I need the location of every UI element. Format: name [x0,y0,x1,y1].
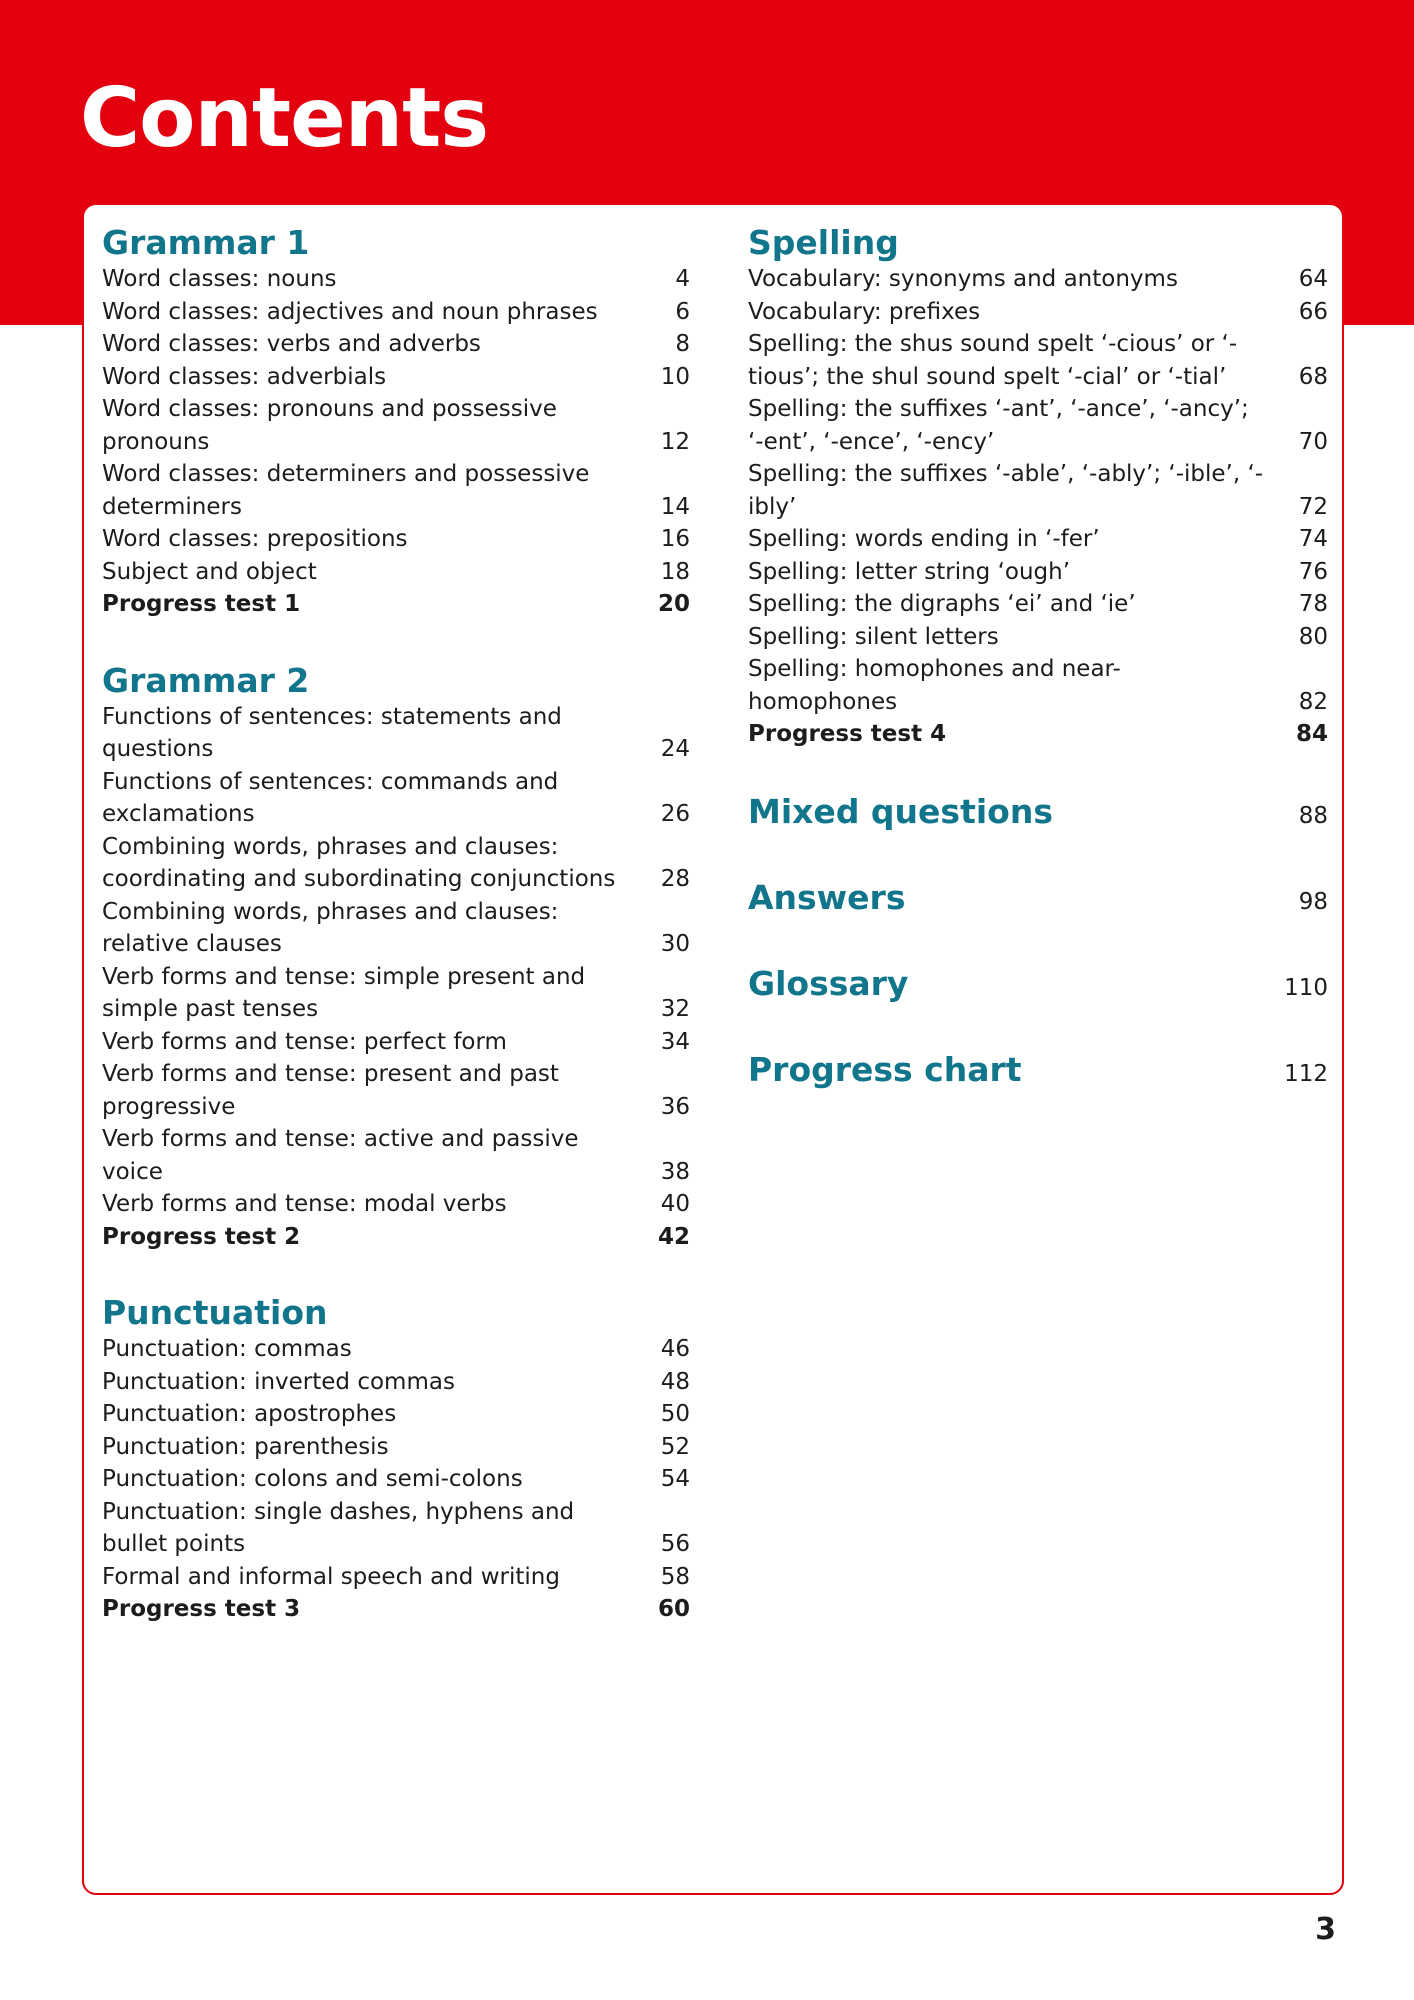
section-answers[interactable] [748,877,1328,919]
section-heading: Progress chart [748,1049,1022,1089]
entry-page-number: 56 [660,1531,690,1557]
section-page-number: 112 [1284,1060,1328,1087]
contents-entry[interactable] [102,523,690,556]
entry-page-number: 26 [660,801,690,827]
contents-entry[interactable] [102,361,690,394]
entry-page-number: 48 [660,1368,690,1395]
entry-page-number: 30 [660,931,690,957]
right-sections [748,223,1328,751]
contents-entry[interactable] [102,1593,690,1626]
contents-entry[interactable] [102,1058,690,1123]
entry-title: Vocabulary: prefixes [748,298,981,325]
entry-page-number: 58 [660,1563,690,1590]
entry-page-number: 32 [660,996,690,1022]
section-grammar-1 [102,223,690,621]
entry-title: Spelling: silent letters [748,623,999,650]
entry-list [102,263,690,621]
entry-page-number: 28 [660,866,690,892]
entry-page-number: 66 [1298,298,1328,325]
contents-entry[interactable] [102,458,690,523]
contents-entry[interactable] [102,296,690,329]
entry-list [102,1333,690,1626]
entry-list [102,701,690,1254]
entry-title: Formal and informal speech and writing [102,1563,560,1590]
section-heading: Grammar 2 [102,660,310,700]
entry-title: Verb forms and tense: perfect form [102,1028,507,1055]
contents-entry[interactable] [102,1431,690,1464]
entry-page-number: 60 [657,1596,690,1622]
contents-entry[interactable] [102,1188,690,1221]
entry-title: Progress test 4 [748,721,947,747]
section-page-number: 88 [1298,802,1328,829]
entry-title: Progress test 2 [102,1223,301,1250]
entry-page-number: 10 [660,363,690,390]
page-title: Contents [80,71,489,166]
entry-title: Word classes: prepositions [102,526,408,552]
entry-page-number: 18 [660,558,690,585]
section-glossary[interactable] [748,963,1328,1005]
entry-title: Verb forms and tense: active and passive voice [102,1126,579,1185]
contents-entry[interactable] [748,263,1328,296]
contents-entry[interactable] [102,556,690,589]
entry-page-number: 80 [1298,623,1328,650]
contents-entry[interactable] [102,1026,690,1059]
entry-page-number: 70 [1298,428,1328,455]
entry-title: Progress test 3 [102,1596,301,1622]
contents-entry[interactable] [748,328,1328,393]
entry-title: Combining words, phrases and clauses: relative clauses [102,898,559,957]
section-spelling [748,223,1328,751]
entry-title: Word classes: determiners and possessive determiners [102,461,590,520]
entry-title: Functions of sentences: commands and exclamations [102,768,559,827]
entry-title: Combining words, phrases and clauses: coordinating and subordinating conjunctions [102,833,616,892]
entry-page-number: 36 [660,1093,690,1120]
right-column [748,223,1328,1135]
section-page-number: 110 [1284,974,1328,1001]
contents-entry[interactable] [748,296,1328,329]
entry-title: Spelling: homophones and near-homophones [748,656,1121,715]
section-grammar-2 [102,661,690,1254]
entry-title: Punctuation: inverted commas [102,1368,455,1395]
entry-title: Punctuation: single dashes, hyphens and bullet points [102,1498,575,1557]
contents-entry[interactable] [102,393,690,458]
contents-entry[interactable] [748,458,1328,523]
entry-page-number: 20 [657,591,690,617]
section-heading: Mixed questions [748,791,1053,831]
entry-title: Verb forms and tense: modal verbs [102,1191,507,1217]
entry-title: Spelling: the suffixes ‘-ant’, ‘-ance’, ‘-ancy’; ‘-ent’, ‘-ence’, ‘-ency’ [748,396,1249,455]
entry-page-number: 64 [1298,266,1328,292]
contents-entry[interactable] [748,588,1328,621]
entry-title: Spelling: the digraphs ‘ei’ and ‘ie’ [748,591,1136,617]
entry-page-number: 68 [1298,363,1328,390]
entry-title: Verb forms and tense: present and past progressive [102,1061,559,1120]
entry-title: Progress test 1 [102,591,301,617]
entry-title: Word classes: nouns [102,266,337,292]
contents-entry[interactable] [748,523,1328,556]
entry-title: Punctuation: colons and semi-colons [102,1466,523,1492]
contents-entry[interactable] [102,1333,690,1366]
page-number: 3 [1315,1912,1336,1947]
contents-entry[interactable] [748,393,1328,458]
contents-panel [82,203,1344,1895]
section-heading: Answers [748,877,906,917]
entry-title: Spelling: letter string ‘ough’ [748,558,1071,585]
entry-page-number: 12 [660,428,690,455]
contents-entry[interactable] [102,263,690,296]
contents-entry[interactable] [102,1496,690,1561]
section-page-number: 98 [1298,888,1328,915]
contents-entry[interactable] [102,831,690,896]
contents-entry[interactable] [102,1561,690,1594]
contents-entry[interactable] [102,896,690,961]
section-mixed-questions[interactable] [748,791,1328,833]
entry-title: Vocabulary: synonyms and antonyms [748,266,1178,292]
entry-title: Word classes: verbs and adverbs [102,331,481,357]
contents-entry[interactable] [748,718,1328,751]
contents-entry[interactable] [102,1123,690,1188]
contents-entry[interactable] [748,653,1328,718]
left-column [102,223,690,1666]
section-heading: Grammar 1 [102,223,310,262]
entry-page-number: 14 [660,493,690,520]
entry-page-number: 16 [660,526,690,552]
entry-page-number: 42 [657,1223,690,1250]
entry-page-number: 50 [660,1401,690,1427]
section-punctuation [102,1293,690,1626]
contents-entry[interactable] [748,556,1328,589]
entry-page-number: 52 [660,1433,690,1460]
entry-title: Punctuation: commas [102,1336,352,1362]
entry-page-number: 84 [1295,721,1328,747]
contents-entry[interactable] [102,1366,690,1399]
entry-page-number: 4 [675,266,690,292]
entry-title: Spelling: the shus sound spelt ‘-cious’ or ‘-tious’; the shul sound spelt ‘-cial’ or ‘-tial’ [748,331,1238,390]
entry-title: Spelling: the suffixes ‘-able’, ‘-ably’; ‘-ible’, ‘-ibly’ [748,461,1264,520]
entry-page-number: 78 [1298,591,1328,617]
entry-page-number: 74 [1298,526,1328,552]
entry-title: Punctuation: apostrophes [102,1401,397,1427]
entry-title: Functions of sentences: statements and questions [102,703,562,762]
section-progress-chart[interactable] [748,1049,1328,1091]
section-heading: Spelling [748,223,899,262]
entry-page-number: 72 [1298,493,1328,520]
entry-title: Spelling: words ending in ‘-fer’ [748,526,1100,552]
entry-page-number: 8 [675,331,690,357]
section-heading: Punctuation [102,1293,328,1332]
contents-entry[interactable] [102,701,690,766]
entry-page-number: 6 [675,298,690,325]
contents-entry[interactable] [102,1398,690,1431]
entry-page-number: 76 [1298,558,1328,585]
entry-title: Verb forms and tense: simple present and simple past tenses [102,963,586,1022]
contents-entry[interactable] [102,1221,690,1254]
entry-page-number: 54 [660,1466,690,1492]
entry-title: Word classes: adjectives and noun phrases [102,298,598,325]
entry-page-number: 40 [660,1191,690,1217]
contents-entry[interactable] [102,1463,690,1496]
contents-entry[interactable] [102,328,690,361]
entry-title: Word classes: adverbials [102,363,387,390]
entry-page-number: 34 [660,1028,690,1055]
contents-entry[interactable] [102,766,690,831]
entry-title: Punctuation: parenthesis [102,1433,389,1460]
entry-title: Word classes: pronouns and possessive pronouns [102,396,557,455]
entry-title: Subject and object [102,558,317,585]
right-big-sections [748,791,1328,1091]
entry-page-number: 46 [660,1336,690,1362]
contents-entry[interactable] [102,588,690,621]
contents-entry[interactable] [102,961,690,1026]
section-heading: Glossary [748,963,909,1003]
entry-page-number: 82 [1298,688,1328,715]
entry-page-number: 38 [660,1158,690,1185]
contents-entry[interactable] [748,621,1328,654]
entry-page-number: 24 [660,736,690,762]
entry-list [748,263,1328,751]
